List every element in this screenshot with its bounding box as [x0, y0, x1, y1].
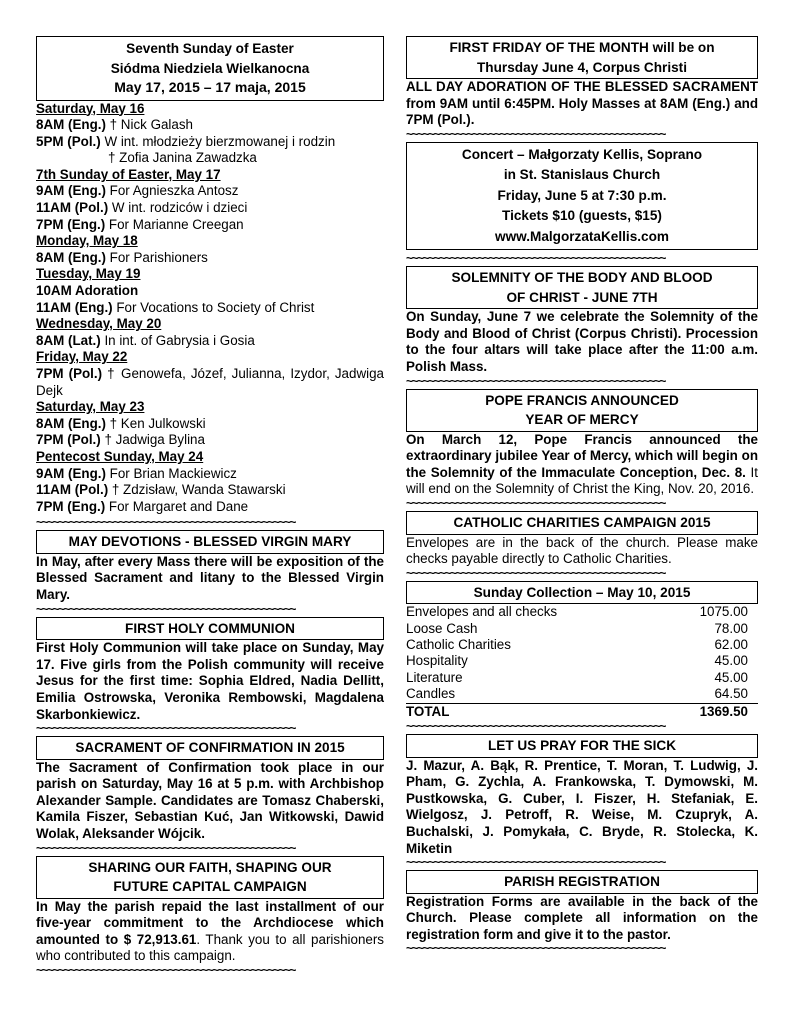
separator: ~~~~~~~~~~~~~~~~~~~~~~~~~~~~~~~~~~~~~~~~~~~~~~~: [36, 603, 295, 614]
mass-time: 8AM (Eng.): [36, 415, 106, 431]
solemnity-title: [406, 266, 758, 309]
separator: ~~~~~~~~~~~~~~~~~~~~~~~~~~~~~~~~~~~~~~~~~~~~~~~: [36, 723, 295, 734]
collection-label: Loose Cash: [406, 620, 478, 636]
concert-line-4: Tickets $10 (guests, $15): [502, 208, 662, 224]
mass-time: 5PM (Pol.): [36, 133, 101, 149]
collection-label: Hospitality: [406, 653, 468, 669]
capital-text-plain: . Thank you to all parishioners who contributed to this campaign.: [36, 931, 385, 964]
mass-time: 7PM (Pol.): [36, 366, 103, 381]
solemnity-title-line-2: OF CHRIST - JUNE 7TH: [506, 289, 658, 305]
separator: ~~~~~~~~~~~~~~~~~~~~~~~~~~~~~~~~~~~~~~~~~~~~~~~: [406, 857, 665, 868]
may-devotions-title: MAY DEVOTIONS - BLESSED VIRGIN MARY: [36, 530, 384, 554]
mass-time: 9AM (Eng.): [36, 465, 106, 481]
collection-amount: 62.00: [714, 637, 748, 653]
mercy-text-bold: On March 12, Pope Francis announced the extraordinary jubilee Year of Mercy, which will begin on the Solemnity of the Immaculate Conception, Dec. 8.: [406, 431, 758, 480]
mass-time: 11AM (Pol.): [36, 200, 109, 216]
schedule-mass: [36, 250, 384, 267]
header-line-2: Siódma Niedziela Wielkanocna: [110, 60, 310, 76]
collection-label: Literature: [406, 669, 463, 685]
capital-title-line-2: FUTURE CAPITAL CAMPAIGN: [113, 879, 307, 895]
schedule-mass: [36, 300, 384, 317]
schedule-mass: [36, 499, 384, 516]
first-friday-title-line-1: FIRST FRIDAY OF THE MONTH will be on: [449, 40, 715, 55]
schedule-day: 7th Sunday of Easter, May 17: [36, 166, 221, 182]
mass-time: 8AM (Lat.): [36, 332, 101, 348]
schedule-day: Saturday, May 16: [36, 100, 145, 116]
schedule-mass: [36, 183, 384, 200]
pray-sick-text: J. Mazur, A. Bąk, R. Prentice, T. Moran, T. Ludwig, J. Pham, G. Zychla, A. Frankowska, T. Dymowski, M. Pustkowska, G. Cuber, I. Fiszer, H. Stefaniak, E. Wielgosz, J. Petroff, R. Weise, M. Czupryk, A. Buchalski, J. Pomykała, C. Bryde, R. Stolecka, K. Miketin: [406, 757, 758, 856]
schedule-mass: [36, 482, 384, 499]
separator: ~~~~~~~~~~~~~~~~~~~~~~~~~~~~~~~~~~~~~~~~~~~~~~~: [406, 721, 665, 732]
concert-box: [406, 142, 758, 251]
mass-intention: For Brian Mackiewicz: [105, 465, 237, 481]
right-column: [406, 36, 758, 956]
first-friday-title: [406, 36, 758, 79]
schedule-mass: [36, 217, 384, 234]
mass-time: 7PM (Eng.): [36, 498, 106, 514]
mass-intention: For Agnieszka Antosz: [105, 183, 239, 199]
schedule-day: Saturday, May 23: [36, 399, 145, 415]
schedule-mass: [36, 416, 384, 433]
concert-line-3: Friday, June 5 at 7:30 p.m.: [497, 187, 667, 203]
collection-amount: 1075.00: [699, 604, 748, 620]
mass-time: 10AM Adoration: [36, 283, 139, 299]
mass-time: 7PM (Pol.): [36, 432, 101, 448]
collection-row: [406, 637, 758, 653]
mass-intention: † Jadwiga Bylina: [100, 432, 205, 448]
concert-line-2: in St. Stanislaus Church: [503, 167, 661, 183]
may-devotions-text: In May, after every Mass there will be exposition of the Blessed Sacrament and litany to the Blessed Virgin Mary.: [36, 553, 384, 603]
schedule-mass: [36, 466, 384, 483]
schedule-day: Tuesday, May 19: [36, 266, 141, 282]
separator: ~~~~~~~~~~~~~~~~~~~~~~~~~~~~~~~~~~~~~~~~~~~~~~~: [406, 943, 665, 954]
solemnity-title-line-1: SOLEMNITY OF THE BODY AND BLOOD: [451, 270, 713, 286]
total-amount: 1369.50: [660, 703, 758, 720]
total-label: TOTAL: [406, 703, 660, 720]
separator: ~~~~~~~~~~~~~~~~~~~~~~~~~~~~~~~~~~~~~~~~~~~~~~~: [406, 567, 665, 578]
collection-row: [406, 670, 758, 686]
concert-line-1: Concert – Małgorzaty Kellis, Soprano: [461, 146, 703, 162]
first-communion-text: First Holy Communion will take place on Sunday, May 17. Five girls from the Polish community will receive Jesus for the first time: Sophia Eldred, Nadia Dellitt, Emilia Ostrowska, Veronika Rembowski, Magdalena Skarbonkiewicz.: [36, 640, 384, 722]
mass-intention: For Marianne Creegan: [105, 216, 244, 232]
schedule-mass: [36, 333, 384, 350]
first-communion-title: FIRST HOLY COMMUNION: [36, 617, 384, 641]
schedule-day: Wednesday, May 20: [36, 316, 162, 332]
mass-time: 8AM (Eng.): [36, 249, 106, 265]
mass-intention: W int. młodzieży bierzmowanej i rodzin: [100, 133, 336, 149]
separator: ~~~~~~~~~~~~~~~~~~~~~~~~~~~~~~~~~~~~~~~~~~~~~~~: [406, 253, 665, 264]
mass-intention: † Genowefa, Józef, Julianna, Izydor, Jadwiga Dejk: [36, 366, 384, 398]
schedule-mass: [36, 283, 384, 300]
collection-title: Sunday Collection – May 10, 2015: [406, 581, 758, 605]
collection-label: Candles: [406, 686, 456, 702]
schedule-mass: [36, 366, 384, 399]
schedule-day: Friday, May 22: [36, 349, 128, 365]
mass-time: 11AM (Pol.): [36, 482, 109, 498]
collection-row: [406, 653, 758, 669]
first-friday-text: ALL DAY ADORATION OF THE BLESSED SACRAMENT from 9AM until 6:45PM. Holy Masses at 8AM (Eng.) and 7PM (Pol.).: [406, 79, 758, 128]
schedule-mass: [36, 432, 384, 449]
mass-intention: † Nick Galash: [105, 117, 193, 133]
confirmation-text: The Sacrament of Confirmation took place in our parish on Saturday, May 16 at 5 p.m. with Archbishop Alexander Sample. Candidates are Tomasz Chaberski, Kamila Fiszer, Sebastian Kuć, Jan Witkowski, Dawid Wolak, Aleksander Wójcik.: [36, 759, 384, 841]
capital-campaign-text: [36, 899, 384, 965]
mass-schedule-header: [36, 36, 384, 101]
concert-website: www.MalgorzataKellis.com: [495, 228, 669, 244]
first-friday-title-line-2: Thursday June 4, Corpus Christi: [477, 59, 687, 75]
registration-title: PARISH REGISTRATION: [406, 870, 758, 894]
collection-row: [406, 604, 758, 620]
mass-intention: † Zdzisław, Wanda Stawarski: [108, 482, 286, 498]
mass-time: 9AM (Eng.): [36, 183, 106, 199]
separator: ~~~~~~~~~~~~~~~~~~~~~~~~~~~~~~~~~~~~~~~~~~~~~~~: [36, 964, 295, 975]
collection-amount: 45.00: [714, 669, 748, 685]
charities-title: CATHOLIC CHARITIES CAMPAIGN 2015: [406, 511, 758, 535]
schedule-day: Monday, May 18: [36, 233, 138, 249]
mass-time: 8AM (Eng.): [36, 117, 106, 133]
collection-total-row: [406, 703, 758, 720]
mercy-text-plain: It will end on the Solemnity of Christ the King, Nov. 20, 2016.: [406, 464, 758, 497]
separator: ~~~~~~~~~~~~~~~~~~~~~~~~~~~~~~~~~~~~~~~~~~~~~~~: [36, 517, 295, 528]
mass-time: 7PM (Eng.): [36, 216, 106, 232]
collection-row: [406, 621, 758, 637]
separator: ~~~~~~~~~~~~~~~~~~~~~~~~~~~~~~~~~~~~~~~~~~~~~~~: [406, 375, 665, 386]
schedule-mass: [36, 117, 384, 134]
mercy-title-line-1: POPE FRANCIS ANNOUNCED: [485, 392, 679, 408]
separator: ~~~~~~~~~~~~~~~~~~~~~~~~~~~~~~~~~~~~~~~~~~~~~~~: [36, 842, 295, 853]
capital-title-line-1: SHARING OUR FAITH, SHAPING OUR: [88, 859, 332, 875]
mass-intention: For Margaret and Dane: [105, 498, 249, 514]
year-of-mercy-title: [406, 389, 758, 432]
pray-sick-title: LET US PRAY FOR THE SICK: [406, 734, 758, 758]
collection-label: Catholic Charities: [406, 637, 511, 653]
mass-schedule-list: [36, 101, 384, 516]
collection-row: [406, 686, 758, 703]
solemnity-text: On Sunday, June 7 we celebrate the Solemnity of the Body and Blood of Christ (Corpus Christi). Procession to the four altars will take place after the 11:00 a.m. Polish Mass.: [406, 309, 758, 375]
mass-intention: In int. of Gabrysia i Gosia: [100, 332, 255, 348]
header-line-3: May 17, 2015 – 17 maja, 2015: [114, 79, 306, 95]
schedule-intention-continued: † Zofia Janina Zawadzka: [108, 150, 257, 166]
capital-text-bold: In May the parish repaid the last installment of our five-year commitment to the Archdiocese which amounted to $ 72,913.61: [36, 898, 384, 947]
collection-amount: 45.00: [714, 653, 748, 669]
mass-intention: W int. rodziców i dzieci: [108, 200, 248, 216]
collection-label: Envelopes and all checks: [406, 604, 558, 620]
registration-text: Registration Forms are available in the back of the Church. Please complete all information on the registration form and give it to the pastor.: [406, 893, 758, 942]
mercy-title-line-2: YEAR OF MERCY: [525, 412, 639, 428]
capital-campaign-title: [36, 856, 384, 899]
collection-amount: 64.50: [714, 686, 748, 702]
schedule-mass: [36, 200, 384, 217]
header-line-1: Seventh Sunday of Easter: [126, 41, 294, 56]
collection-amount: 78.00: [714, 620, 748, 636]
mass-intention: For Parishioners: [105, 249, 208, 265]
collection-table: [406, 604, 758, 720]
mass-time: 11AM (Eng.): [36, 299, 113, 315]
schedule-day: Pentecost Sunday, May 24: [36, 448, 204, 464]
mass-intention: For Vocations to Society of Christ: [112, 299, 315, 315]
separator: ~~~~~~~~~~~~~~~~~~~~~~~~~~~~~~~~~~~~~~~~~~~~~~~: [406, 498, 665, 509]
mass-intention: † Ken Julkowski: [105, 415, 206, 431]
year-of-mercy-text: [406, 432, 758, 498]
charities-text: Envelopes are in the back of the church. Please make checks payable directly to Catholic Charities.: [406, 534, 758, 567]
schedule-mass: [36, 134, 384, 151]
separator: ~~~~~~~~~~~~~~~~~~~~~~~~~~~~~~~~~~~~~~~~~~~~~~~: [406, 128, 665, 139]
confirmation-title: SACRAMENT OF CONFIRMATION IN 2015: [36, 736, 384, 760]
left-column: [36, 36, 384, 978]
